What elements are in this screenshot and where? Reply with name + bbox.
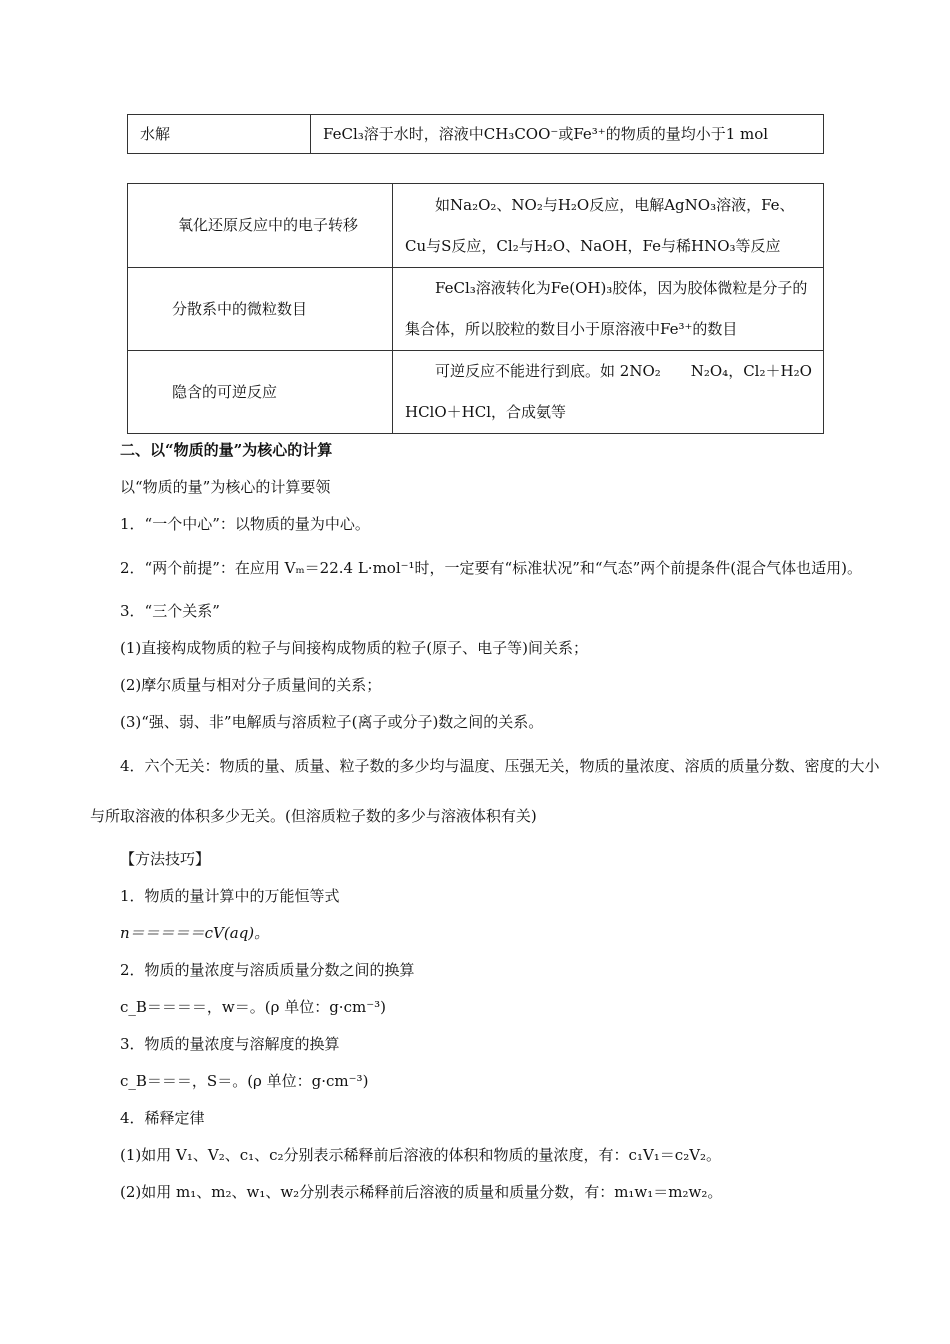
table-label-cell: 隐含的可逆反应 bbox=[128, 351, 393, 434]
method-two: 2．物质的量浓度与溶质质量分数之间的换算 bbox=[120, 961, 415, 979]
point-one: 1．“一个中心”：以物质的量为中心。 bbox=[120, 515, 370, 533]
point-four: 4．六个无关：物质的量、质量、粒子数的多少均与温度、压强无关，物质的量浓度、溶质的质量分数、密度的大小与所取溶液的体积多少无关。(但溶质粒子数的多少与溶液体积有关) bbox=[90, 757, 880, 825]
method-one-formula: n＝＝＝＝＝cV(aq)。 bbox=[120, 924, 270, 942]
table-label-cell bbox=[128, 184, 393, 268]
row-label: 氧化还原反应中的电子转移 bbox=[178, 216, 359, 234]
point-three-b: (2)摩尔质量与相对分子质量间的关系； bbox=[120, 676, 382, 694]
hydrolysis-table bbox=[127, 114, 824, 154]
table-content-cell: FeCl₃溶液转化为Fe(OH)₃胶体，因为胶体微粒是分子的集合体，所以胶粒的数目小于原溶液中Fe³⁺的数目 bbox=[393, 268, 824, 351]
method-three: 3．物质的量浓度与溶解度的换算 bbox=[120, 1035, 340, 1053]
point-three: 3．“三个关系” bbox=[120, 602, 220, 620]
method-one: 1．物质的量计算中的万能恒等式 bbox=[120, 887, 340, 905]
table-row bbox=[128, 115, 824, 154]
section-intro: 以“物质的量”为核心的计算要领 bbox=[120, 478, 331, 496]
point-three-a: (1)直接构成物质的粒子与间接构成物质的粒子(原子、电子等)间关系； bbox=[120, 639, 588, 657]
table-content-cell: 如Na₂O₂、NO₂与H₂O反应，电解AgNO₃溶液，Fe、Cu与S反应，Cl₂与H₂O、NaOH，Fe与稀HNO₃等反应 bbox=[393, 184, 824, 268]
table-row bbox=[128, 184, 824, 268]
section-heading: 二、以“物质的量”为核心的计算 bbox=[120, 441, 333, 459]
method-four-a: (1)如用 V₁、V₂、c₁、c₂分别表示稀释前后溶液的体积和物质的量浓度，有：c₁V₁＝c₂V₂。 bbox=[120, 1146, 722, 1164]
method-three-formula: c_B＝＝＝，S＝。(ρ 单位：g·cm⁻³) bbox=[120, 1072, 369, 1090]
point-two: 2．“两个前提”：在应用 Vₘ＝22.4 L·mol⁻¹时，一定要有“标准状况”和“气态”两个前提条件(混合气体也适用)。 bbox=[120, 559, 862, 577]
table-label-cell: 水解 bbox=[128, 115, 311, 154]
method-four-b: (2)如用 m₁、m₂、w₁、w₂分别表示稀释前后溶液的质量和质量分数，有：m₁w₁＝m₂w₂。 bbox=[120, 1183, 723, 1201]
table-row bbox=[128, 351, 824, 434]
point-three-c: (3)“强、弱、非”电解质与溶质粒子(离子或分子)数之间的关系。 bbox=[120, 713, 544, 731]
calculation-section bbox=[90, 432, 880, 1211]
method-four: 4．稀释定律 bbox=[120, 1109, 205, 1127]
table-content-cell: FeCl₃溶于水时，溶液中CH₃COO⁻或Fe³⁺的物质的量均小于1 mol bbox=[311, 115, 824, 154]
table-row bbox=[128, 268, 824, 351]
method-two-formula: c_B＝＝＝＝，w＝。(ρ 单位：g·cm⁻³) bbox=[120, 998, 386, 1016]
traps-table bbox=[127, 183, 842, 434]
method-heading: 【方法技巧】 bbox=[120, 850, 211, 868]
table-label-cell: 分散系中的微粒数目 bbox=[128, 268, 393, 351]
table-content-cell: 可逆反应不能进行到底。如 2NO₂ N₂O₄，Cl₂＋H₂O HClO＋HCl，合成氨等 bbox=[393, 351, 824, 434]
